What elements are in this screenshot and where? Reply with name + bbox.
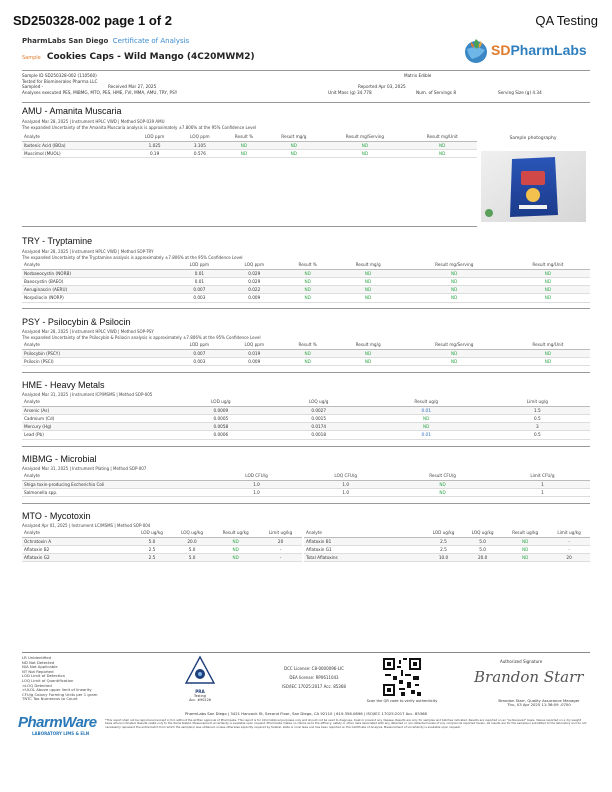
logo-sd: SD — [491, 42, 511, 58]
sample-name: Cookies Caps - Wild Mango (4C20MWM2) — [46, 52, 255, 62]
divider — [22, 102, 590, 103]
cell: ND — [334, 277, 403, 285]
unit-mass: Unit Mass (g) 34.778 — [328, 89, 372, 95]
table-row — [22, 141, 477, 149]
table-row — [304, 537, 590, 545]
table-row — [22, 269, 590, 277]
divider — [22, 308, 590, 309]
table-mibmg — [22, 473, 590, 497]
legend-item: NT Not Reported — [22, 668, 54, 674]
cell: 0.022 — [227, 286, 282, 294]
col-header: LOD ppm — [132, 134, 177, 141]
coa-label: Certificate of Analysis — [112, 37, 190, 45]
col-header: Result CFU/g — [390, 473, 494, 480]
col-header: Limit CFU/g — [495, 473, 590, 480]
cell: 1.0 — [212, 488, 301, 496]
cell: ND — [390, 480, 494, 488]
cell: ND — [390, 488, 494, 496]
cell: 20.0 — [463, 554, 502, 562]
col-header: LOQ ppm — [227, 262, 282, 269]
col-header: Result mg/Serving — [403, 342, 506, 349]
table-row — [22, 277, 590, 285]
section-meta-try: Analyzed Mar 28, 2025 | Instrument HPLC VWD | Method SOP-TRY — [22, 249, 154, 254]
cell: ND — [506, 357, 590, 365]
table-header — [304, 530, 590, 537]
section-meta-amu: Analyzed Mar 28, 2025 | Instrument HPLC VWD | Method SOP-039 AMU — [22, 119, 165, 124]
cell: Salmonella spp. — [22, 488, 212, 496]
table-row — [22, 537, 302, 545]
table-row — [22, 286, 590, 294]
cell: Ochratoxin A — [22, 537, 132, 545]
cell: - — [259, 554, 302, 562]
cell: Norpsilocin (NORP) — [22, 294, 172, 302]
cell: ND — [322, 141, 407, 149]
tested-for: Tested for Biominerales Pharma LLC — [22, 78, 98, 84]
col-header: Result ug/g — [368, 399, 485, 406]
legend-item: <LOQ Detected — [22, 682, 52, 688]
lab-name-text: PharmLabs San Diego — [22, 37, 109, 45]
table-row — [22, 406, 590, 414]
section-meta-psy: Analyzed Mar 28, 2025 | Instrument HPLC VWD | Method SOP-PSY — [22, 329, 154, 334]
table-amu — [22, 134, 477, 158]
table-row — [22, 431, 590, 439]
cell: Psilocin (PSCI) — [22, 357, 172, 365]
col-header: LOQ ug/kg — [463, 530, 502, 537]
col-header: Result mg/g — [334, 262, 403, 269]
cell: ND — [368, 414, 485, 422]
divider — [22, 70, 590, 71]
cell: 1 — [495, 488, 590, 496]
col-header: Result ug/kg — [502, 530, 548, 537]
signature-label: Authorized Signature — [500, 659, 543, 664]
cell: 0.0018 — [270, 431, 368, 439]
col-header: Limit ug/kg — [259, 530, 302, 537]
cell: Aeruginascin (AERU) — [22, 286, 172, 294]
col-header: LOD ug/kg — [132, 530, 172, 537]
cell: 0.01 — [172, 277, 227, 285]
sample-bag-image — [481, 151, 586, 222]
cell: 2.5 — [424, 537, 463, 545]
legend-item: LR Unidentified — [22, 655, 52, 660]
table-try — [22, 262, 590, 303]
lab-address: PharmLabs San Diego | 3421 Hancock St, Second Floor, San Diego, CA 92110 | 619.356.0896 | ISO/IEC 17025:2017 Acc. 85368 — [185, 711, 427, 716]
sample-title — [22, 52, 255, 62]
abbreviation-legend — [22, 656, 97, 702]
cell: 0.5 — [485, 414, 590, 422]
verification-qr-code[interactable] — [383, 658, 421, 696]
cell: 0.01 — [368, 406, 485, 414]
cell: 0.0058 — [172, 423, 270, 431]
dea-license: DEA license: RP0611043 — [289, 675, 339, 680]
table-row — [22, 488, 590, 496]
cell: ND — [506, 349, 590, 357]
table-header — [22, 399, 590, 406]
cell: 0.01 — [172, 269, 227, 277]
cell: 10.0 — [424, 554, 463, 562]
cell: 0.003 — [172, 294, 227, 302]
footer-divider — [22, 652, 590, 653]
section-title-hme: HME - Heavy Metals — [22, 380, 105, 390]
table-row — [22, 357, 590, 365]
legend-item: TNTC Too Numerous to Count — [22, 696, 78, 702]
col-header: Analyte — [304, 530, 424, 537]
table-row — [22, 545, 302, 553]
col-header: LOD ppm — [172, 342, 227, 349]
sample-id: Sample ID SD250328-002 (110560) — [22, 73, 97, 78]
section-title-mto: MTO - Mycotoxin — [22, 511, 91, 521]
cell: ND — [223, 149, 266, 157]
col-header: LOQ ug/kg — [172, 530, 212, 537]
sample-photography-title: Sample photography — [509, 136, 557, 141]
col-header: Result ug/kg — [212, 530, 259, 537]
cell: 2.5 — [132, 545, 172, 553]
license-block — [264, 664, 364, 691]
col-header: Result mg/Serving — [403, 262, 506, 269]
legend-item: CFU/g Colony Forming Units per 1 gram — [22, 691, 98, 697]
cell: Aflatoxin G2 — [22, 554, 132, 562]
cell: 0.029 — [227, 269, 282, 277]
col-header: Analyte — [22, 342, 172, 349]
qr-code-icon — [383, 658, 421, 696]
section-title-mibmg: MIBMG - Microbial — [22, 454, 97, 464]
col-header: LOQ ppm — [227, 342, 282, 349]
signer-name: Brandon Starr, Quality Assurance Manager — [498, 698, 580, 703]
signature: Brandon Starr — [474, 668, 584, 686]
cell: 20 — [548, 554, 590, 562]
cell: ND — [502, 554, 548, 562]
cell: 3.105 — [177, 141, 222, 149]
cell: 0.19 — [132, 149, 177, 157]
cell: ND — [282, 277, 334, 285]
table-row — [304, 545, 590, 553]
cell: 0.01 — [368, 431, 485, 439]
divider — [22, 372, 590, 373]
cell: Baeocystin (BAEO) — [22, 277, 172, 285]
table-row — [22, 554, 302, 562]
pharmware-logo — [18, 714, 98, 744]
col-header: Limit ug/kg — [548, 530, 590, 537]
cell: ND — [403, 357, 506, 365]
signature-date: Thu, 03 Apr 2025 11:36:09 -0700 — [507, 702, 571, 708]
cell: ND — [407, 149, 477, 157]
cell: - — [548, 537, 590, 545]
iso-accreditation: ISO/IEC 17025:2017 Acc. 85368 — [282, 684, 346, 689]
cell: ND — [506, 294, 590, 302]
divider — [22, 503, 590, 504]
cell: Lead (Pb) — [22, 431, 172, 439]
col-header: Result % — [223, 134, 266, 141]
col-header: LOD ppm — [172, 262, 227, 269]
cell: - — [259, 545, 302, 553]
cell: 0.0027 — [270, 406, 368, 414]
cell: Arsenic (As) — [22, 406, 172, 414]
globe-leaf-icon — [463, 37, 489, 65]
pharmware-sub: LABORATORY LIMS & ELN — [32, 731, 90, 736]
pra-label: PRA — [195, 689, 205, 694]
legend-item: >ULOL Above upper limit of linearity — [22, 687, 92, 693]
cell: ND — [403, 286, 506, 294]
cell: Aflatoxin B2 — [22, 545, 132, 553]
cell: ND — [403, 277, 506, 285]
cell: ND — [403, 349, 506, 357]
legend-item: ND Not Detected — [22, 659, 55, 665]
cell: ND — [334, 357, 403, 365]
cell: 5.0 — [463, 545, 502, 553]
section-meta-mibmg: Analyzed Mar 31, 2025 | Instrument Plating | Method SOP-007 — [22, 466, 147, 471]
cell: 1.0 — [301, 480, 390, 488]
col-header: Result mg/Unit — [506, 342, 590, 349]
cell: ND — [506, 277, 590, 285]
cell: Ibotenic Acid (IBOa) — [22, 141, 132, 149]
section-title-amu: AMU - Amanita Muscaria — [22, 106, 122, 116]
cell: ND — [334, 349, 403, 357]
sample-photo — [481, 151, 586, 222]
col-header: Result mg/Unit — [407, 134, 477, 141]
table-row — [22, 423, 590, 431]
cell: Shiga toxin-producing Escherichia Coli — [22, 480, 212, 488]
col-header: Analyte — [22, 262, 172, 269]
cell: Muscimol (MUOL) — [22, 149, 132, 157]
received-date: Received Mar 27, 2025 — [108, 84, 157, 89]
cell: 0.0009 — [172, 406, 270, 414]
col-header: LOQ ug/g — [270, 399, 368, 406]
cell: ND — [334, 269, 403, 277]
table-row — [22, 149, 477, 157]
section-meta-hme: Analyzed Mar 31, 2025 | Instrument ICP/MSMS | Method SOP-005 — [22, 392, 153, 397]
cell: ND — [265, 141, 322, 149]
sdpharmlabs-logo — [463, 37, 591, 67]
col-header: Analyte — [22, 530, 132, 537]
section-meta-mto: Analyzed Apr 01, 2025 | Instrument LC/MSMS | Method SOP-004 — [22, 523, 151, 528]
table-row — [22, 349, 590, 357]
cell: ND — [212, 537, 259, 545]
cell: 3 — [485, 423, 590, 431]
pra-accreditation-logo — [184, 655, 216, 701]
cell: 1.025 — [132, 141, 177, 149]
sample-meta — [22, 73, 590, 103]
cell: 2.5 — [132, 554, 172, 562]
signer-info — [484, 699, 594, 708]
table-row — [22, 480, 590, 488]
cell: ND — [506, 286, 590, 294]
col-header: Result mg/g — [265, 134, 322, 141]
cell: 1 — [495, 480, 590, 488]
cell: 5.0 — [463, 537, 502, 545]
cell: ND — [212, 554, 259, 562]
cell: 5.0 — [172, 554, 212, 562]
sampled-date: Sampled - — [22, 84, 44, 89]
cell: ND — [502, 537, 548, 545]
table-header — [22, 134, 477, 141]
cell: 0.007 — [172, 349, 227, 357]
pra-acc: Acc. #90226 — [189, 698, 211, 702]
table-row — [22, 294, 590, 302]
serving-size: Serving Size (g) 4.34 — [498, 89, 542, 95]
table-header — [22, 262, 590, 269]
cell: Aflatoxin B1 — [304, 537, 424, 545]
uncertainty-amu: The expanded Uncertainty of the Amanita Muscaria analysis is approximately ±7.806% at the 95% Confidence Level — [22, 125, 257, 130]
col-header: LOQ ppm — [177, 134, 222, 141]
analyses-executed: Analyses executed PES, MIBMG, MTO, PES, HME, FVI, MMA, AMU, TRY, PSY — [22, 89, 178, 95]
col-header: Analyte — [22, 399, 172, 406]
uncertainty-try: The expanded Uncertainty of the Tryptamine analysis is approximately ±7.806% at the 95% Confidence Level — [22, 255, 243, 260]
col-header: Limit ug/g — [485, 399, 590, 406]
cell: ND — [368, 423, 485, 431]
cell: 0.0174 — [270, 423, 368, 431]
col-header: LOD ug/g — [172, 399, 270, 406]
report-id: SD250328-002 page 1 of 2 — [13, 13, 172, 28]
col-header: Analyte — [22, 473, 212, 480]
uncertainty-psy: The expanded Uncertainty of the Psilocybin & Psilocin analysis is approximately ±7.806% at the 95% Confidence Level — [22, 335, 261, 340]
cell: Cadmium (Cd) — [22, 414, 172, 422]
qr-caption: Scan the QR code to verify authenticity — [366, 699, 438, 703]
cell: 0.5 — [485, 431, 590, 439]
table-row — [304, 554, 590, 562]
cell: 5.0 — [172, 545, 212, 553]
cell: 1.5 — [485, 406, 590, 414]
cell: ND — [223, 141, 266, 149]
cell: 0.003 — [172, 357, 227, 365]
table-header — [22, 473, 590, 480]
table-header — [22, 342, 590, 349]
col-header: LOD CFU/g — [212, 473, 301, 480]
cell: ND — [282, 269, 334, 277]
table-mto-left — [22, 530, 302, 562]
col-header: Result % — [282, 342, 334, 349]
dcc-license: DCC License: C8-0000096-LIC — [284, 666, 344, 671]
col-header: LOQ CFU/g — [301, 473, 390, 480]
cell: 0.007 — [172, 286, 227, 294]
divider — [22, 226, 477, 227]
cell: ND — [265, 149, 322, 157]
table-row — [22, 414, 590, 422]
cell: ND — [212, 545, 259, 553]
table-psy — [22, 342, 590, 366]
logo-text — [491, 42, 587, 58]
cell: ND — [403, 294, 506, 302]
sample-label: Sample — [22, 55, 41, 61]
cell: 0.009 — [227, 294, 282, 302]
cell: Aflatoxin G1 — [304, 545, 424, 553]
cell: ND — [506, 269, 590, 277]
cell: ND — [282, 349, 334, 357]
cell: ND — [322, 149, 407, 157]
cell: ND — [282, 286, 334, 294]
cell: ND — [407, 141, 477, 149]
cell: 0.009 — [227, 357, 282, 365]
reported-date: Reported Apr 03, 2025 — [358, 84, 406, 89]
legend-item: N/A Not Applicable — [22, 664, 58, 670]
num-servings: Num. of Servings 8 — [416, 89, 456, 95]
cell: 20.0 — [172, 537, 212, 545]
cell: 0.0005 — [172, 414, 270, 422]
cell: ND — [282, 357, 334, 365]
table-header — [22, 530, 302, 537]
cell: 0.029 — [227, 277, 282, 285]
lab-name — [22, 37, 189, 45]
cell: ND — [502, 545, 548, 553]
cell: 0.0015 — [270, 414, 368, 422]
pharmware-brand: PharmWare — [18, 714, 97, 731]
table-hme — [22, 399, 590, 440]
cell: 0.576 — [177, 149, 222, 157]
cell: Psilocybin (PSCY) — [22, 349, 172, 357]
col-header: Result mg/Serving — [322, 134, 407, 141]
col-header: Analyte — [22, 134, 132, 141]
pra-triangle-icon — [184, 655, 216, 685]
disclaimer: *This report shall not be reproduced except in full, without the written approval of PharmLabs. This report is for informational purposes only and should not be used to diagnose, treat or prevent any disease. Results are only for samples and batches indicated. Results are reported on an "As Received" basis. Values reported on a dry weight basis where indicated. Results relate only to the items tested. Measurement uncertainty is available upon request. PharmLabs makes no claims as to the efficacy, safety or other risks associated with any detected or non-detected levels of any compounds reported herein. All results are for the sample(s) submitted to the laboratory and do not necessarily represent the entire batch from which the sample(s) was obtained, unless otherwise explicitly required by federal, state or local laws and has been reported on the Certificate of Analysis. Measurement of uncertainty is available upon request. — [105, 718, 587, 729]
section-title-psy: PSY - Psilocybin & Psilocin — [22, 317, 131, 327]
cell: 0.0006 — [172, 431, 270, 439]
cell: Norbaeocystin (NORB) — [22, 269, 172, 277]
cell: ND — [334, 294, 403, 302]
col-header: LOD ug/kg — [424, 530, 463, 537]
legend-item: LOQ Limit of Quantification — [22, 677, 74, 683]
cell: ND — [403, 269, 506, 277]
cell: ND — [282, 294, 334, 302]
cell: ND — [334, 286, 403, 294]
cell: 1.0 — [301, 488, 390, 496]
cell: Mercury (Hg) — [22, 423, 172, 431]
matrix: Matrix Edible — [404, 73, 432, 78]
pra-testing: Testing — [194, 694, 206, 698]
cell: 1.0 — [212, 480, 301, 488]
section-title-try: TRY - Tryptamine — [22, 236, 93, 246]
col-header: Result % — [282, 262, 334, 269]
cell: 0.019 — [227, 349, 282, 357]
qa-testing-label: QA Testing — [535, 13, 598, 28]
table-mto-right — [304, 530, 590, 562]
cell: - — [548, 545, 590, 553]
col-header: Result mg/g — [334, 342, 403, 349]
col-header: Result mg/Unit — [506, 262, 590, 269]
legend-item: LOD Limit of Detection — [22, 673, 66, 679]
cell: 20 — [259, 537, 302, 545]
divider — [22, 446, 590, 447]
logo-pharmlabs: PharmLabs — [510, 42, 587, 58]
cell: Total Aflatoxins — [304, 554, 424, 562]
cell: 2.5 — [424, 545, 463, 553]
cell: 5.0 — [132, 537, 172, 545]
